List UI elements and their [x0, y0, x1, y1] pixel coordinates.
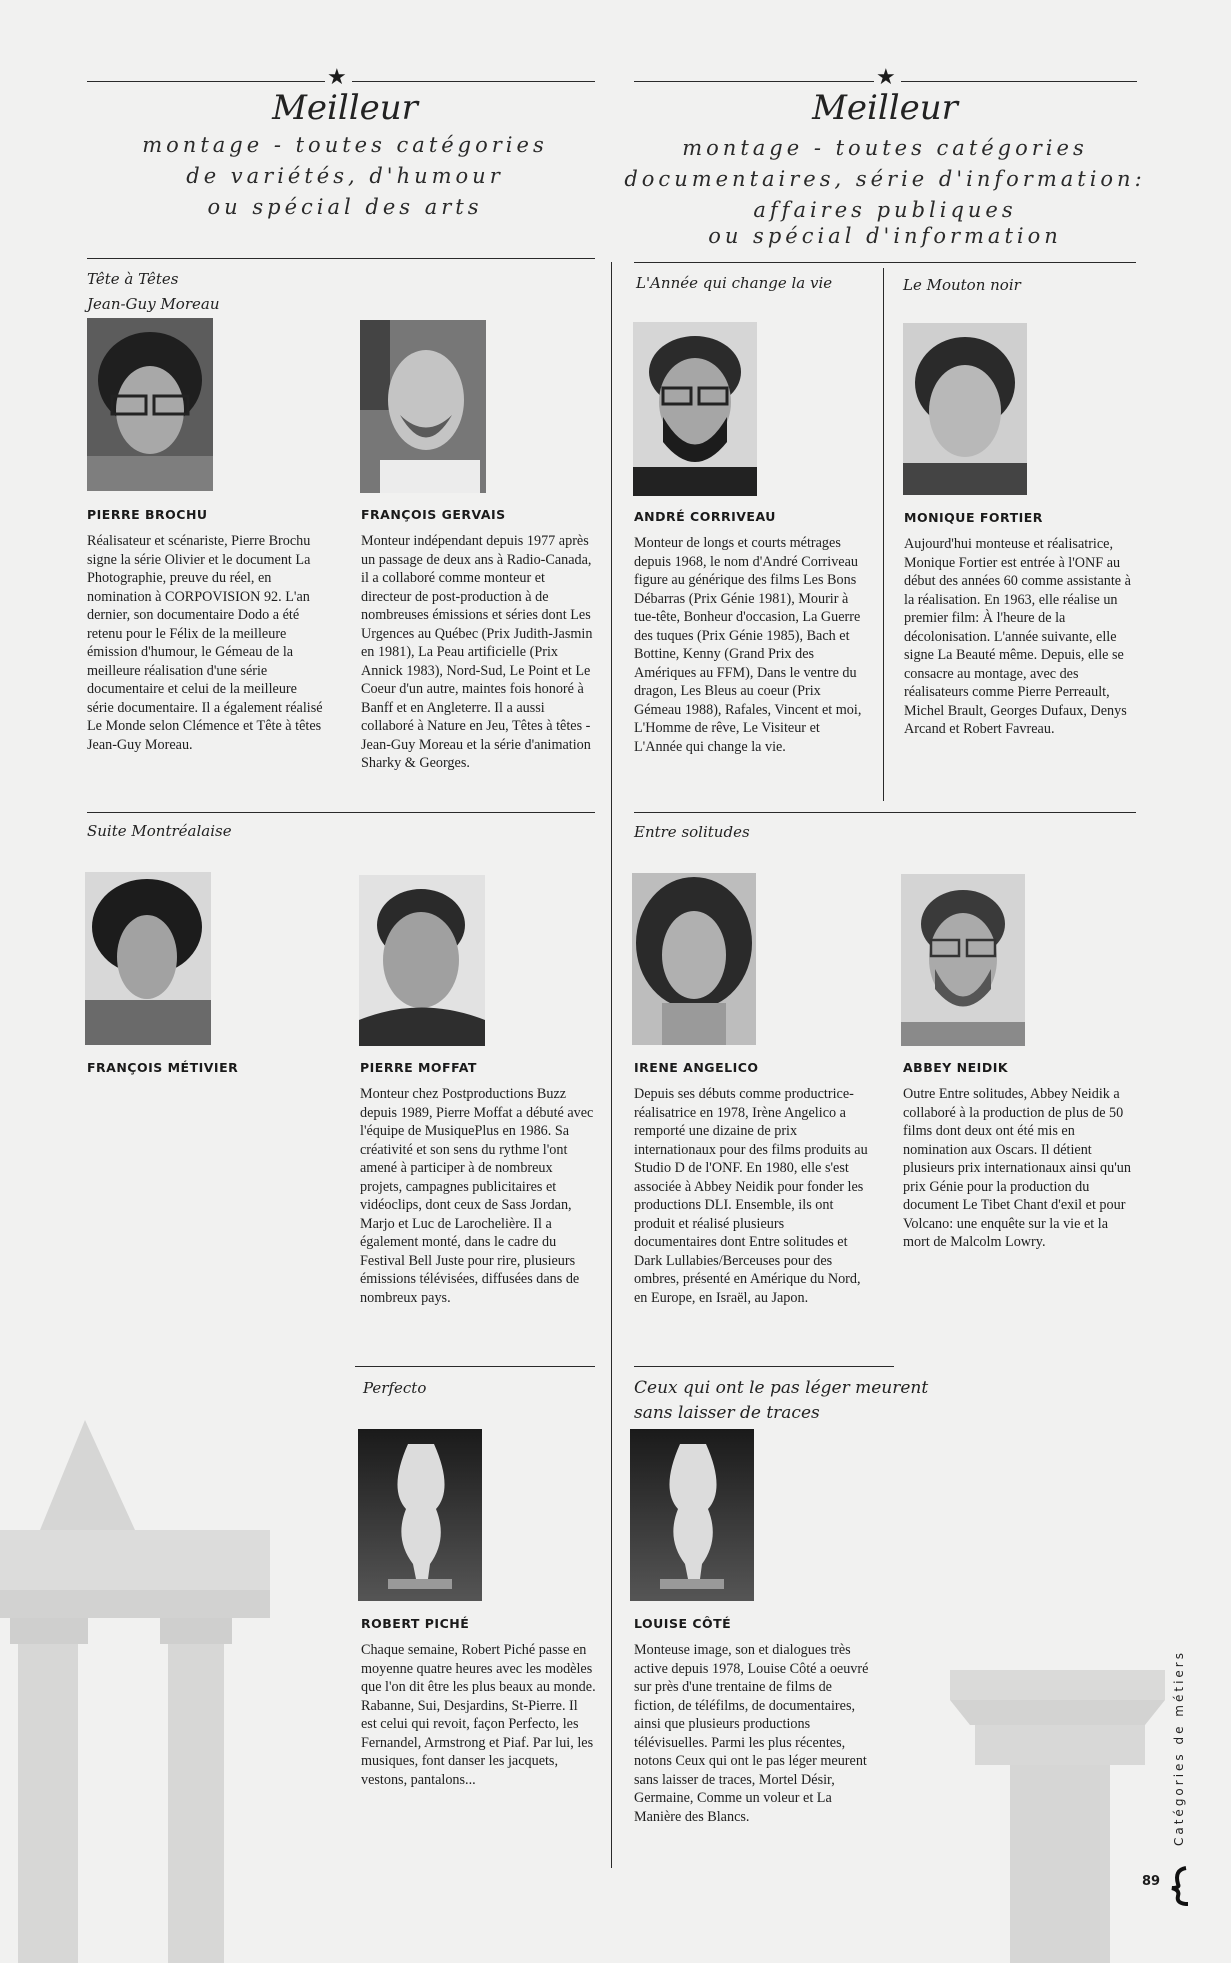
left-category-subtitle-2: de variétés, d'humour: [186, 164, 504, 188]
column-ruins-right-illustration: [945, 1670, 1175, 1963]
bracket-ornament-icon: [1168, 1866, 1192, 1906]
nominee-bio: Chaque semaine, Robert Piché passe en moyenne quatre heures avec les modèles que l'on dit être les plus beaux au monde. Rabanne, Sui, Desjardins, St-Pierre. Il est celui qui revoit, façon Perfecto, les Fernandel, Armstrong et Piaf. Par lui, les musiques, font danser les jacquets, vestons, pantalons...: [361, 1642, 596, 1788]
show-title-jean-guy-moreau: Jean-Guy Moreau: [87, 295, 220, 313]
nominee-name: ROBERT PICHÉ: [361, 1616, 470, 1631]
show-title-le-mouton-noir: Le Mouton noir: [903, 276, 1021, 294]
show-title-perfecto: Perfecto: [363, 1379, 427, 1397]
nominee-name: ANDRÉ CORRIVEAU: [634, 509, 776, 524]
right-category-subtitle-3: affaires publiques: [753, 198, 1017, 222]
nominee-name: FRANÇOIS MÉTIVIER: [87, 1060, 239, 1075]
nominee-name: LOUISE CÔTÉ: [634, 1616, 732, 1631]
show-title-suite-montrealaise: Suite Montréalaise: [87, 822, 232, 840]
portrait-photo-pierre-brochu: [87, 318, 213, 491]
left-category-subtitle-1: montage - toutes catégories: [142, 133, 548, 157]
show-title-entre-solitudes: Entre solitudes: [634, 823, 750, 841]
show-title-annee-qui-change-la-vie: L'Année qui change la vie: [636, 274, 833, 292]
portrait-photo-abbey-neidik: [901, 874, 1025, 1046]
right-category-subtitle-2: documentaires, série d'information:: [624, 167, 1146, 191]
nominee-bio: Monteur de longs et courts métrages depuis 1968, le nom d'André Corriveau figure au générique des films Les Bons Débarras (Prix Génie 1981), Mourir à tue-tête, Bonheur d'occasion, La Guerre des tuques (Prix Génie 1985), Bach et Bottine, Kenny (Grand Prix des Amériques au FFM), Dans le ventre du dragon, Les Bleus au coeur (Prix Gémeau 1988), Rafales, Vincent et moi, L'Homme de rêve, Le Visiteur et L'Année qui change la vie.: [634, 535, 862, 755]
show-title-tete-a-tetes: Tête à Têtes: [87, 270, 179, 288]
nominee-name: MONIQUE FORTIER: [904, 510, 1043, 525]
page-number: 89: [1142, 1874, 1161, 1889]
nominee-bio: Monteur chez Postproductions Buzz depuis 1989, Pierre Moffat a débuté avec l'équipe de MusiquePlus en 1986. Sa créativité et son sens du rythme l'ont amené à participer à de nombreux projets, campagnes publicitaires et vidéoclips, dont ceux de Sass Jordan, Marjo et Luc de Larochelière. Il a également monté, dans le cadre du Festival Bell Juste pour rire, plusieurs émissions télévisées, diffusées dans de nombreux pays.: [360, 1086, 594, 1306]
star-ornament-icon: ★: [876, 65, 896, 90]
nominee-name: IRENE ANGELICO: [634, 1060, 759, 1075]
nominee-bio: Monteuse image, son et dialogues très active depuis 1978, Louise Côté a oeuvré sur près d'une trentaine de films de fiction, de téléfilms, de documentaires, ainsi que plusieurs productions télévisuelles. Parmi les plus récentes, notons Ceux qui ont le pas léger meurent sans laisser de traces, Mortel Désir, Germaine, Comme un voleur et La Manière des Blancs.: [634, 1642, 869, 1825]
nominee-name: PIERRE MOFFAT: [360, 1060, 477, 1075]
nominee-bio: Réalisateur et scénariste, Pierre Brochu signe la série Olivier et le document La Photographie, preuve du réel, en nomination à CORPOVISION 92. L'an dernier, son documentaire Dodo a été retenu pour le Félix de la meilleure émission d'humour, le Gémeau de la meilleure réalisation d'une série documentaire et celui de la meilleure série documentaire. Il a également réalisé Le Monde selon Clémence et Tête à têtes Jean-Guy Moreau.: [87, 533, 323, 753]
nominee-name: ABBEY NEIDIK: [903, 1060, 1009, 1075]
sculpture-photo-perfecto: [358, 1429, 482, 1601]
nominee-name: PIERRE BROCHU: [87, 507, 208, 522]
section-label: Catégories de métiers: [1172, 1650, 1186, 1846]
show-title-ceux-qui-ont-le-pas-leger: Ceux qui ont le pas léger meurent: [634, 1378, 929, 1398]
nominee-bio: Depuis ses débuts comme productrice-réalisatrice en 1978, Irène Angelico a remporté une dizaine de prix internationaux pour des films produits au Studio D de l'ONF. En 1980, elle s'est associée à Abbey Neidik pour fonder les productions DLI. Ensemble, ils ont produit et réalisé plusieurs documentaires dont Entre solitudes et Dark Lullabies/Berceuses pour des ombres, présenté en Amérique du Nord, en Europe, en Israël, au Japon.: [634, 1086, 868, 1306]
portrait-photo-irene-angelico: [632, 873, 756, 1045]
column-ruins-left-illustration: [0, 1420, 270, 1963]
right-category-subtitle-1: montage - toutes catégories: [682, 136, 1088, 160]
nominee-name: FRANÇOIS GERVAIS: [361, 507, 506, 522]
right-category-subtitle-4: ou spécial d'information: [708, 224, 1062, 248]
right-category-title: Meilleur: [812, 88, 958, 128]
nominee-bio: Outre Entre solitudes, Abbey Neidik a collaboré à la production de plus de 50 films dont deux ont été mis en nomination aux Oscars. Il détient plusieurs prix internationaux ainsi qu'un prix Génie pour la production du document Le Tibet Chant d'exil et pour Volcano: une enquête sur la vie et la mort de Malcolm Lowry.: [903, 1086, 1131, 1250]
portrait-photo-andre-corriveau: [633, 322, 757, 496]
show-title-sans-laisser-de-traces: sans laisser de traces: [634, 1403, 820, 1423]
portrait-photo-pierre-moffat: [359, 875, 485, 1046]
left-category-subtitle-3: ou spécial des arts: [207, 195, 483, 219]
left-category-title: Meilleur: [272, 88, 418, 128]
star-ornament-icon: ★: [327, 65, 347, 90]
sculpture-photo-ceux-qui-ont-le-pas-leger: [630, 1429, 754, 1601]
portrait-photo-francois-metivier: [85, 872, 211, 1045]
nominee-bio: Monteur indépendant depuis 1977 après un passage de deux ans à Radio-Canada, il a collaboré comme monteur et directeur de post-production à de nombreuses émissions et séries dont Les Urgences au Québec (Prix Judith-Jasmin en 1981), La Peau artificielle (Prix Annick 1983), Nord-Sud, Le Point et Le Coeur d'un autre, maintes fois honoré à Banff et en Angleterre. Il a aussi collaboré à Nature en Jeu, Têtes à têtes - Jean-Guy Moreau et la série d'animation Sharky & Georges.: [361, 533, 593, 771]
portrait-photo-francois-gervais: [360, 320, 486, 493]
nominee-bio: Aujourd'hui monteuse et réalisatrice, Monique Fortier est entrée à l'ONF au début des années 60 comme assistante à la réalisation. En 1963, elle réalise un premier film: À l'heure de la décolonisation. L'année suivante, elle signe La Beauté même. Depuis, elle se consacre au montage, avec des réalisateurs comme Pierre Perreault, Michel Brault, Georges Dufaux, Denys Arcand et Robert Favreau.: [904, 536, 1131, 737]
portrait-photo-monique-fortier: [903, 323, 1027, 495]
